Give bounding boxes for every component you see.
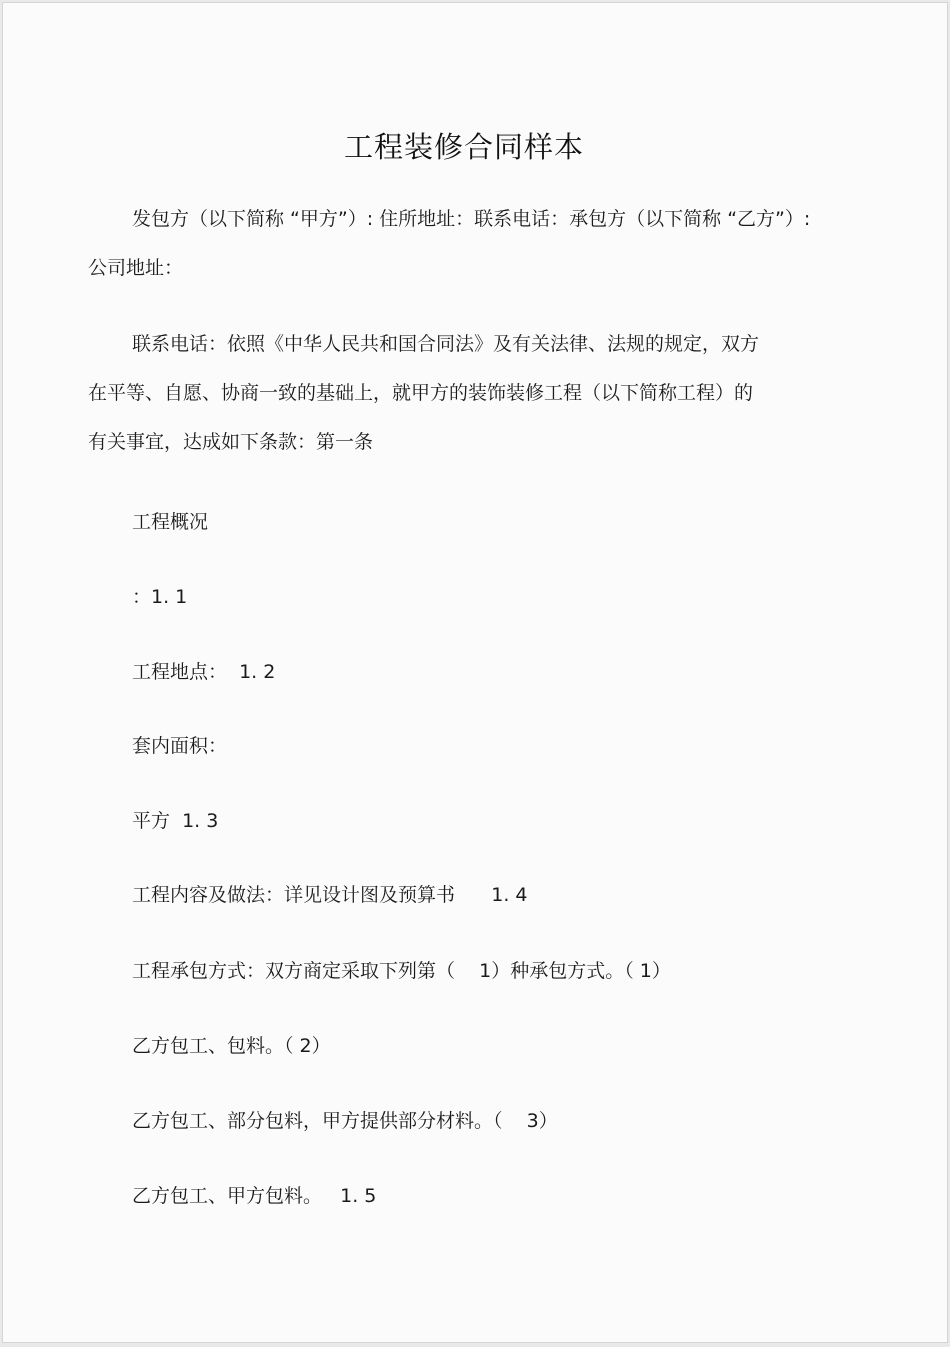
- clause-line: 工程内容及做法：详见设计图及预算书 1. 4: [132, 884, 528, 906]
- clause-line: 工程概况: [132, 511, 209, 533]
- paragraph-line: 在平等、自愿、协商一致的基础上，就甲方的装饰装修工程（以下简称工程）的: [88, 382, 754, 404]
- paragraph-line: 公司地址：: [88, 257, 184, 279]
- paragraph-parties: [88, 195, 868, 293]
- clause-line: 乙方包工、部分包料，甲方提供部分材料。（ 3）: [132, 1110, 558, 1132]
- paragraph-basis: [88, 320, 868, 467]
- clause-line: 乙方包工、甲方包料。 1. 5: [132, 1185, 377, 1207]
- clause-line: 平方 1. 3: [132, 810, 219, 832]
- paragraph-line: 联系电话：依照《中华人民共和国合同法》及有关法律、法规的规定，双方: [132, 333, 760, 355]
- document-title: 工程装修合同样本: [343, 130, 584, 164]
- clause-line: ：1. 1: [132, 586, 188, 608]
- clause-line: 乙方包工、包料。（ 2）: [132, 1035, 331, 1057]
- clause-line: 工程承包方式：双方商定采取下列第（ 1）种承包方式。（ 1）: [132, 960, 671, 982]
- clause-line: 套内面积：: [132, 735, 228, 757]
- paragraph-line: 有关事宜，达成如下条款：第一条: [88, 431, 374, 453]
- paragraph-line: 发包方（以下简称 “甲方”）: 住所地址：联系电话：承包方（以下简称 “乙方”）:: [132, 208, 811, 230]
- clause-line: 工程地点： 1. 2: [132, 661, 276, 683]
- document-page: [2, 2, 948, 1343]
